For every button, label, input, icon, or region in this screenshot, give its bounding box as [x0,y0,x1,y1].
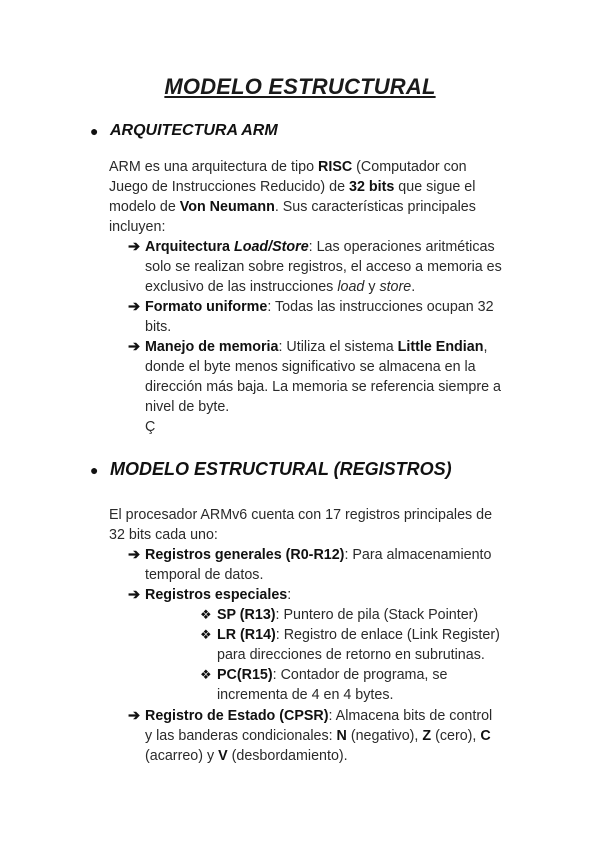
list-item-load-store [128,237,502,297]
text-fragment: : Todas las instrucciones ocupan 32 [267,299,494,315]
arrow-icon: ➔ [128,547,140,563]
text-fragment: donde el byte menos significativo se almacena en la [145,359,476,375]
text-fragment: : Almacena bits de control [328,708,493,724]
text-fragment: para direcciones de retorno en subrutinas. [217,647,485,663]
text-fragment: RISC [318,159,353,175]
text-fragment: que sigue el [394,179,476,195]
arrow-icon: ➔ [128,708,140,724]
text-fragment: y [364,279,380,295]
text-fragment: LR (R14) [217,627,276,643]
text-fragment: Arquitectura [145,239,234,255]
diamond-icon: ❖ [200,627,212,642]
text-fragment: PC(R15) [217,667,273,683]
text-fragment: . Sus características principales [274,199,476,215]
list-item-memoria [128,337,501,437]
text-fragment: , [483,339,488,355]
diamond-icon: ❖ [200,667,212,682]
text-fragment: ARM es una arquitectura de tipo [109,159,319,175]
section-heading-arquitectura [90,122,278,140]
arrow-icon: ➔ [128,299,140,315]
text-fragment: . [411,279,416,295]
text-fragment: 32 bits [349,179,395,195]
text-fragment: nivel de byte. [145,399,230,415]
text-fragment: Little Endian [397,339,484,355]
text-fragment: : [287,587,292,603]
text-fragment: C [480,728,491,744]
bullet-icon: ● [90,461,99,478]
text-fragment: temporal de datos. [145,567,264,583]
text-fragment: : Registro de enlace (Link Register) [275,627,500,643]
subitem-sp [200,605,478,625]
arrow-icon: ➔ [128,239,140,255]
section-heading-label: MODELO ESTRUCTURAL (REGISTROS) [110,459,452,479]
text-fragment: (negativo), [346,728,423,744]
list-item-cpsr [128,706,492,766]
text-fragment: (acarreo) y [145,748,219,764]
text-fragment: (Computador con [352,159,467,175]
text-fragment: : Utiliza el sistema [278,339,398,355]
arrow-icon: ➔ [128,339,140,355]
text-fragment: exclusivo de las instrucciones [145,279,338,295]
text-fragment: Registros generales (R0-R12) [145,547,345,563]
text-fragment: y las banderas condicionales: [145,728,337,744]
list-item-formato [128,297,494,337]
text-fragment: incrementa de 4 en 4 bytes. [217,687,394,703]
text-fragment: : Puntero de pila (Stack Pointer) [275,607,479,623]
list-item-generales [128,545,491,585]
text-fragment: : Para almacenamiento [344,547,492,563]
text-fragment: Z [422,728,432,744]
diamond-icon: ❖ [200,607,212,622]
text-line [109,217,529,237]
text-fragment: : Contador de programa, se [272,667,448,683]
text-line [109,177,529,197]
text-fragment: Ç [145,419,156,435]
text-fragment: N [336,728,347,744]
arrow-icon: ➔ [128,587,140,603]
text-fragment: Juego de Instrucciones Reducido) de [109,179,350,195]
text-fragment: incluyen: [109,219,166,235]
list-item-especiales [128,585,291,605]
text-fragment: Registro de Estado (CPSR) [145,708,329,724]
text-line [109,157,529,177]
text-fragment: : Las operaciones aritméticas [308,239,495,255]
text-fragment: SP (R13) [217,607,276,623]
text-fragment: Von Neumann [179,199,275,215]
subitem-lr [200,625,500,665]
section2-intro [109,505,529,545]
text-fragment: modelo de [109,199,180,215]
text-fragment: load [337,279,365,295]
text-fragment: solo se realizan sobre registros, el acceso a memoria es [145,259,502,275]
section1-intro [109,157,529,237]
text-fragment: V [218,748,228,764]
text-fragment: dirección más baja. La memoria se referencia siempre a [145,379,501,395]
text-line [109,197,529,217]
text-fragment: store [379,279,412,295]
text-fragment: bits. [145,319,172,335]
bullet-icon: ● [90,123,99,139]
text-fragment: 32 bits cada uno: [109,527,218,543]
text-fragment: El procesador ARMv6 cuenta con 17 registros principales de [109,507,493,523]
text-fragment: (desbordamiento). [227,748,348,764]
section-heading-registros [90,459,452,480]
text-fragment: Manejo de memoria [145,339,279,355]
text-fragment: Load/Store [233,239,309,255]
text-fragment: Registros especiales [145,587,288,603]
subitem-pc [200,665,447,705]
page-title: MODELO ESTRUCTURAL [164,74,436,99]
text-fragment: (cero), [431,728,481,744]
section-heading-label: ARQUITECTURA ARM [110,122,278,139]
text-fragment: Formato uniforme [145,299,268,315]
